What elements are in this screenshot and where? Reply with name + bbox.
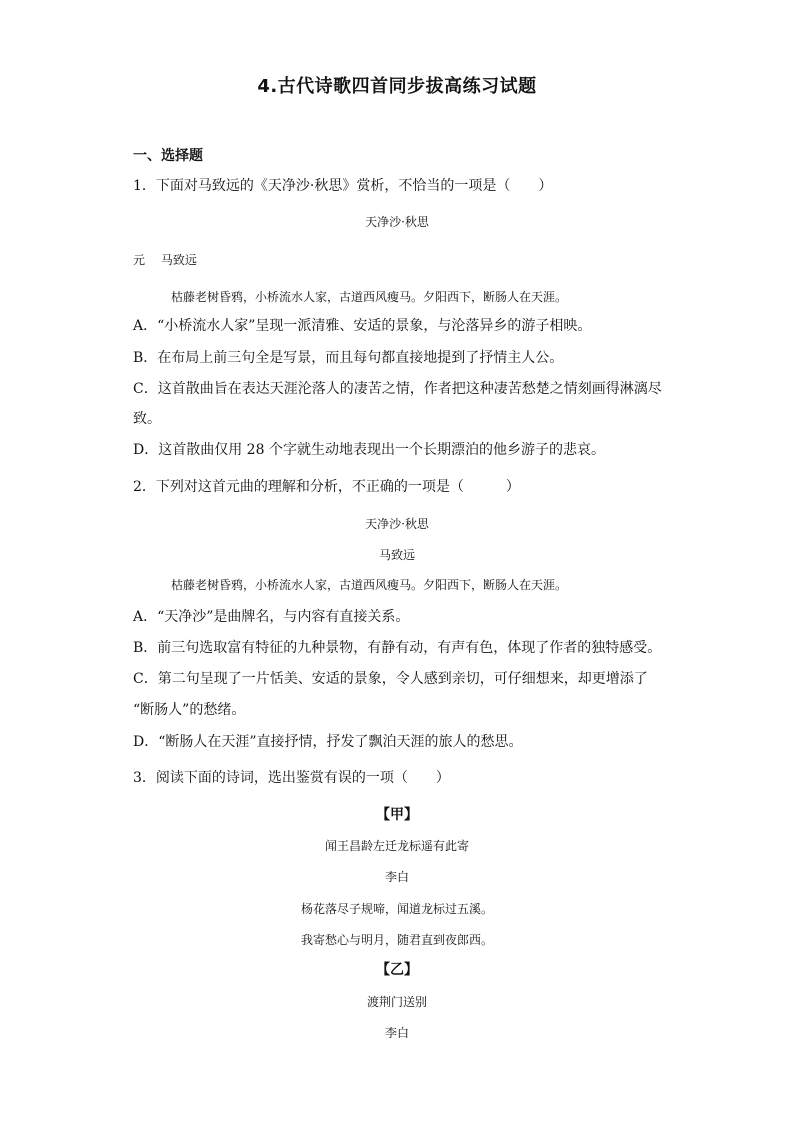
q3-poem-a-line2: 我寄愁心与明月，随君直到夜郎西。 <box>300 933 493 947</box>
q3-poem-a-title: 闻王昌龄左迁龙标遥有此寄 <box>324 839 469 853</box>
page-title: 4.古代诗歌四首同步拔高练习试题 <box>257 76 537 97</box>
q2-stem: 2．下列对这首元曲的理解和分析，不正确的一项是（ ） <box>133 479 520 495</box>
q2-option-d: D．“断肠人在天涯”直接抒情，抒发了飘泊天涯的旅人的愁思。 <box>133 734 523 750</box>
q3-part-b-label: 【乙】 <box>376 962 418 978</box>
section-heading: 一、选择题 <box>133 148 203 164</box>
q2-poem-author: 马致远 <box>378 548 415 562</box>
q3-poem-a-author: 李白 <box>384 870 409 884</box>
q3-stem: 3．阅读下面的诗词，选出鉴赏有误的一项（ ） <box>133 770 450 786</box>
q2-poem-body: 枯藤老树昏鸦，小桥流水人家，古道西风瘦马。夕阳西下，断肠人在天涯。 <box>171 578 568 592</box>
q1-poem-title: 天净沙·秋思 <box>365 215 429 229</box>
q3-poem-b-title: 渡荆门送别 <box>366 995 427 1009</box>
q1-option-c-line2: 致。 <box>133 411 161 427</box>
q2-option-a: A．“天净沙”是曲牌名，与内容有直接关系。 <box>133 609 410 625</box>
q3-poem-a-line1: 杨花落尽子规啼，闻道龙标过五溪。 <box>300 902 493 916</box>
q2-option-c-line2: “断肠人”的愁绪。 <box>133 702 246 718</box>
q1-option-c-line1: C．这首散曲旨在表达天涯沦落人的凄苦之情，作者把这种凄苦愁楚之情刻画得淋漓尽 <box>133 381 662 397</box>
q1-option-d: D．这首散曲仅用 28 个字就生动地表现出一个长期漂泊的他乡游子的悲哀。 <box>133 442 605 458</box>
q1-poem-author: 元 马致远 <box>133 253 197 267</box>
q2-poem-title: 天净沙·秋思 <box>365 517 429 531</box>
q1-stem: 1．下面对马致远的《天净沙·秋思》赏析，不恰当的一项是（ ） <box>133 178 553 194</box>
q3-part-a-label: 【甲】 <box>376 807 418 823</box>
q1-option-b: B．在布局上前三句全是写景，而且每句都直接地提到了抒情主人公。 <box>133 350 564 366</box>
q1-option-a: A．“小桥流水人家”呈现一派清雅、安适的景象，与沦落异乡的游子相映。 <box>133 318 592 334</box>
q3-poem-b-author: 李白 <box>384 1026 409 1040</box>
q2-option-c-line1: C．第二句呈现了一片恬美、安适的景象，令人感到亲切，可仔细想来，却更增添了 <box>133 671 648 687</box>
q2-option-b: B．前三句选取富有特征的九种景物，有静有动，有声有色，体现了作者的独特感受。 <box>133 640 662 656</box>
q1-poem-body: 枯藤老树昏鸦，小桥流水人家，古道西风瘦马。夕阳西下，断肠人在天涯。 <box>171 290 568 304</box>
